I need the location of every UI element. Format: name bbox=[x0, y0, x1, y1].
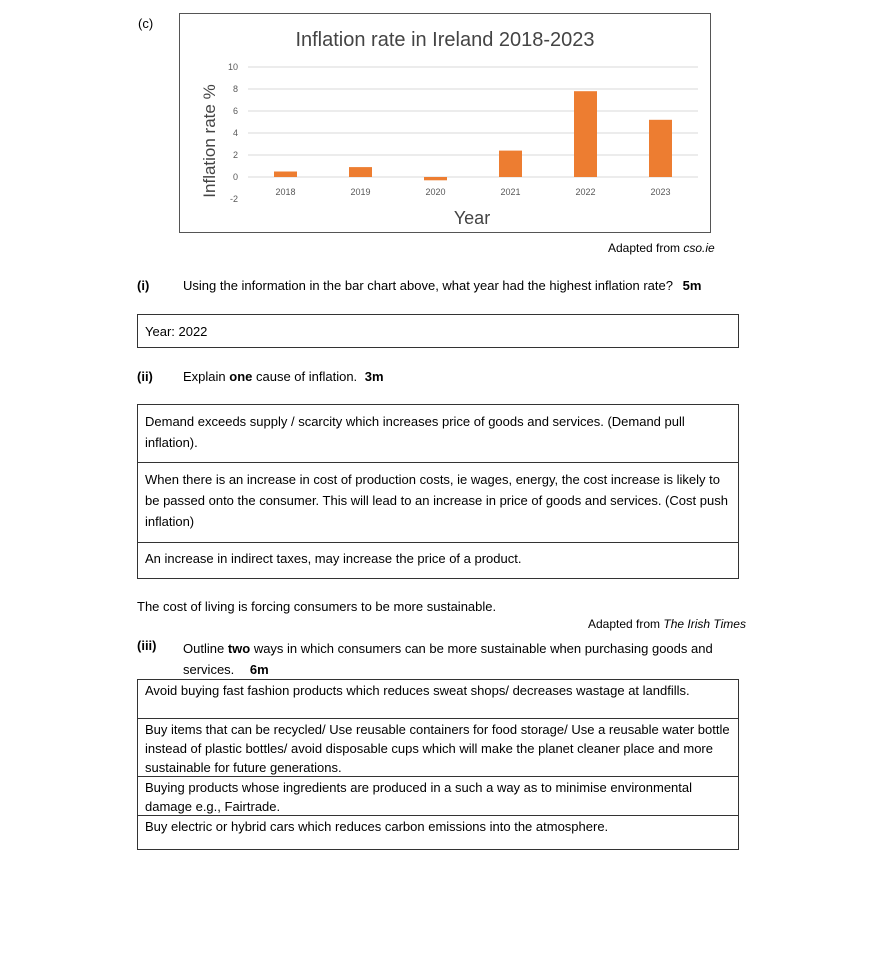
bar-2023 bbox=[649, 120, 672, 177]
chart-svg bbox=[180, 14, 710, 232]
chart-x-axis-label: Year bbox=[453, 208, 491, 228]
answer-1-text: Year: 2022 bbox=[145, 324, 208, 339]
inflation-bar-chart bbox=[179, 13, 711, 233]
question-2-marks: 3m bbox=[364, 369, 384, 384]
y-tick-label: 0 bbox=[232, 172, 238, 182]
question-2-prompt-start: Explain bbox=[183, 369, 230, 384]
y-tick-label: 6 bbox=[232, 106, 238, 116]
answer-3-box bbox=[137, 679, 739, 850]
statement-source bbox=[588, 617, 746, 631]
question-1-text bbox=[183, 278, 701, 293]
question-3-prompt-end: ways in which consumers can be more sustainable when purchasing goods and services. bbox=[183, 641, 713, 677]
answer-3-row-4: Buy electric or hybrid cars which reduces carbon emissions into the atmosphere. bbox=[145, 819, 609, 834]
question-1-marks: 5m bbox=[682, 278, 702, 293]
x-tick-label: 2023 bbox=[650, 187, 671, 197]
x-tick-label: 2021 bbox=[500, 187, 521, 197]
question-2-number: (ii) bbox=[137, 369, 153, 384]
answer-2-row-1: Demand exceeds supply / scarcity which increases price of goods and services. (Demand pull inflation). bbox=[138, 405, 738, 463]
question-2-text bbox=[183, 369, 384, 384]
answer-3-row-2: Buy items that can be recycled/ Use reusable containers for food storage/ Use a reusable water bottle instead of plastic bottles/ avoid disposable cups which will make the planet cleaner place and more sustainable for future generations. bbox=[138, 719, 738, 777]
question-3-emphasis: two bbox=[227, 641, 251, 656]
statement-source-prefix: Adapted from bbox=[588, 617, 664, 631]
answer-3-row-3: Buying products whose ingredients are produced in a such a way as to minimise environmental damage e.g., Fairtrade. bbox=[138, 777, 738, 816]
bar-2022 bbox=[574, 91, 597, 177]
question-3-number: (iii) bbox=[137, 638, 157, 653]
answer-3-row-1: Avoid buying fast fashion products which reduces sweat shops/ decreases wastage at landfills. bbox=[138, 680, 738, 719]
statement: The cost of living is forcing consumers to be more sustainable. bbox=[137, 599, 497, 614]
bar-2021 bbox=[499, 151, 522, 177]
question-3-text bbox=[183, 638, 763, 680]
y-tick-label: 8 bbox=[232, 84, 238, 94]
x-tick-label: 2020 bbox=[425, 187, 446, 197]
question-1-prompt: Using the information in the bar chart above, what year had the highest inflation rate? bbox=[183, 278, 673, 293]
y-tick-label: 4 bbox=[232, 128, 238, 138]
bar-2018 bbox=[274, 172, 297, 178]
bar-2020 bbox=[424, 177, 447, 180]
question-2-emphasis: one bbox=[229, 369, 253, 384]
question-1-number: (i) bbox=[137, 278, 150, 293]
y-tick-label: 2 bbox=[232, 150, 238, 160]
statement-source-name: The Irish Times bbox=[663, 617, 746, 631]
chart-source bbox=[608, 241, 715, 255]
question-3-marks: 6m bbox=[249, 662, 269, 677]
answer-1-box bbox=[137, 314, 739, 348]
x-tick-label: 2019 bbox=[350, 187, 371, 197]
chart-source-prefix: Adapted from bbox=[608, 241, 684, 255]
chart-title: Inflation rate in Ireland 2018-2023 bbox=[295, 29, 595, 51]
chart-source-name: cso.ie bbox=[683, 241, 715, 255]
answer-2-row-2: When there is an increase in cost of production costs, ie wages, energy, the cost increase is likely to be passed onto the consumer. This will lead to an increase in price of goods and services. (Cost push inflation) bbox=[138, 463, 738, 543]
chart-y-axis-label: Inflation rate % bbox=[200, 84, 219, 198]
part-label: (c) bbox=[138, 16, 154, 31]
question-3-prompt-start: Outline bbox=[183, 641, 228, 656]
y-tick-label: -2 bbox=[229, 194, 238, 204]
bar-2019 bbox=[349, 167, 372, 177]
x-tick-label: 2022 bbox=[575, 187, 596, 197]
question-2-prompt-end: cause of inflation. bbox=[252, 369, 358, 384]
x-tick-label: 2018 bbox=[275, 187, 296, 197]
y-tick-label: 10 bbox=[227, 62, 238, 72]
answer-2-row-3: An increase in indirect taxes, may increase the price of a product. bbox=[145, 551, 522, 566]
answer-2-box bbox=[137, 404, 739, 579]
